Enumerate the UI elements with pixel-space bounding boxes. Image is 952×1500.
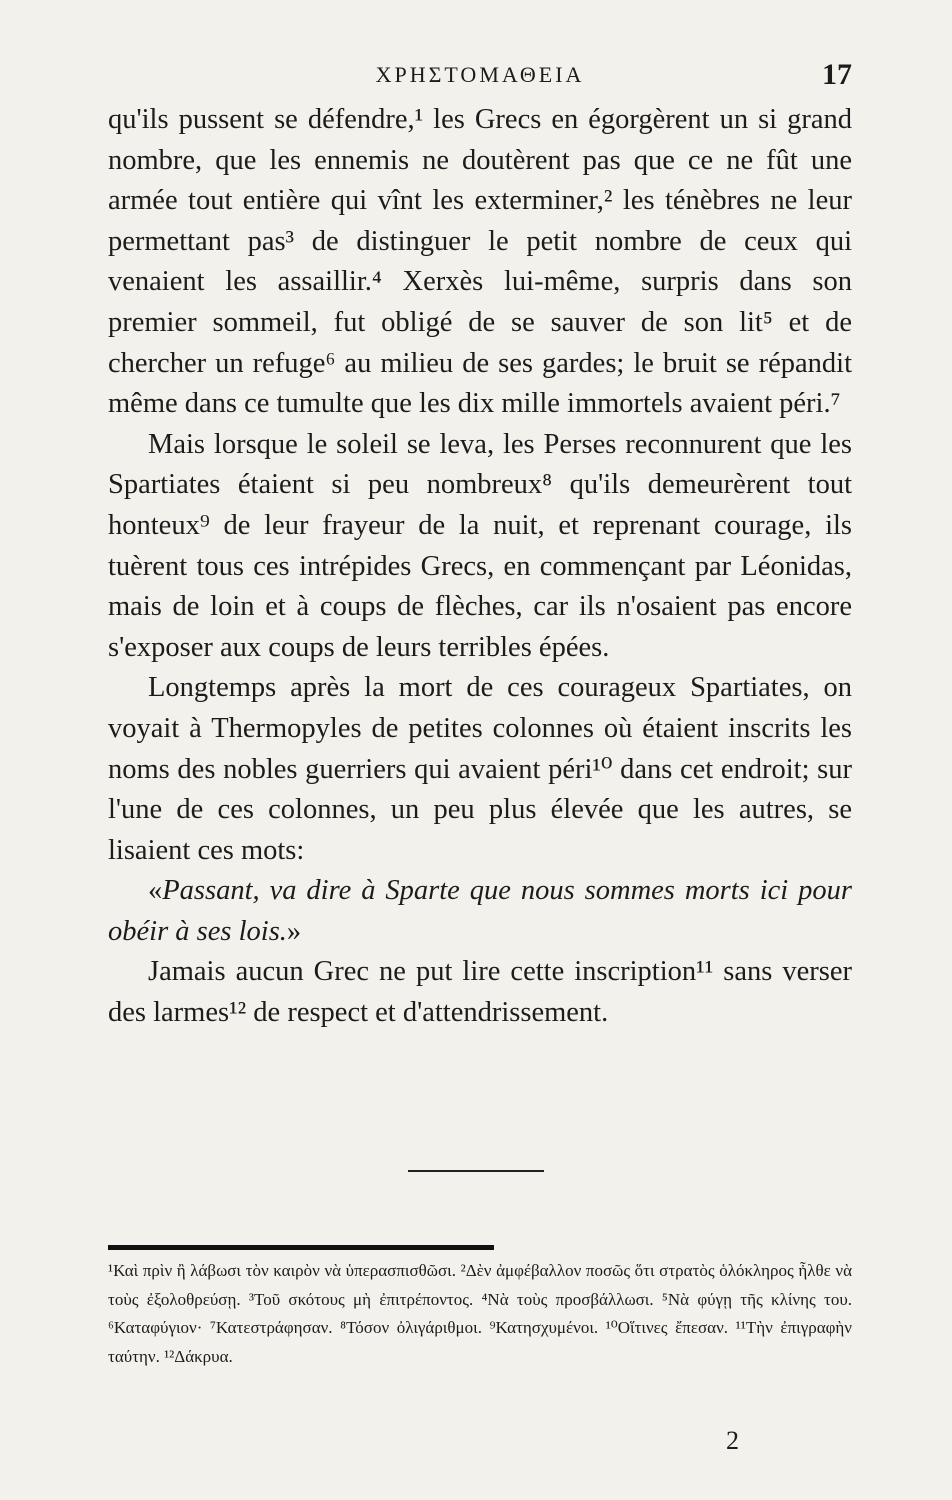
signature-mark: 2 bbox=[726, 1426, 739, 1455]
page-number: 17 bbox=[822, 58, 852, 91]
inscription-quote bbox=[108, 871, 852, 952]
paragraph-1: qu'ils pussent se défendre,¹ les Grecs en égorgèrent un si grand nombre, que les ennemis ne doutèrent pas que ce ne fût une armée tout entière qui vînt les exterminer,² les ténèbres ne leur permettant pas³ de distinguer le petit nombre de ceux qui venaient les assaillir.⁴ Xerxès lui-même, surpris dans son premier sommeil, fut obligé de se sauver de son lit⁵ et de chercher un refuge⁶ au milieu de ses gardes; le bruit se répandit même dans ce tumulte que les dix mille immortels avaient péri.⁷ bbox=[108, 104, 852, 420]
quote-open-mark: « bbox=[148, 875, 163, 907]
main-text bbox=[108, 100, 852, 1034]
footnote-rule bbox=[108, 1245, 494, 1250]
running-title: ΧΡΗΣΤΟΜΑΘΕΙΑ bbox=[375, 62, 585, 87]
inscription-text: Passant, va dire à Sparte que nous sommes morts ici pour obéir à ses lois. bbox=[108, 875, 852, 947]
footnotes: ¹Καὶ πρὶν ἢ λάβωσι τὸν καιρὸν νὰ ὑπερασπισθῶσι. ²Δὲν ἀμφέβαλλον ποσῶς ὅτι στρατὸς ὁλόκληρος ἦλθε νὰ τοὺς ἐξολοθρεύσῃ. ³Τοῦ σκότους μὴ ἐπιτρέποντος. ⁴Νὰ τοὺς προσβάλλωσι. ⁵Νὰ φύγῃ τῆς κλίνης του. ⁶Καταφύγιον· ⁷Κατεστράφησαν. ⁸Τόσον ὀλιγάριθμοι. ⁹Κατησχυμένοι. ¹⁰Οἵτινες ἔπεσαν. ¹¹Τὴν ἐπιγραφὴν ταύτην. ¹²Δάκρυα. bbox=[108, 1261, 852, 1366]
paragraph-4: Jamais aucun Grec ne put lire cette inscription¹¹ sans verser des larmes¹² de respect et d'attendrissement. bbox=[108, 956, 852, 1029]
section-divider bbox=[408, 1170, 544, 1172]
paragraph-3: Longtemps après la mort de ces courageux Spartiates, on voyait à Thermopyles de petites colonnes où étaient inscrits les noms des nobles guerriers qui avaient péri¹⁰ dans cet endroit; sur l'une de ces colonnes, un peu plus élevée que les autres, se lisaient ces mots: bbox=[108, 672, 852, 866]
paragraph-2: Mais lorsque le soleil se leva, les Perses reconnurent que les Spartiates étaient si peu nombreux⁸ qu'ils demeurèrent tout honteux⁹ de leur frayeur de la nuit, et reprenant courage, ils tuèrent tous ces intrépides Grecs, en commençant par Léonidas, mais de loin et à coups de flèches, car ils n'osaient pas encore s'exposer aux coups de leurs terribles épées. bbox=[108, 428, 852, 663]
page-header bbox=[108, 58, 852, 94]
quote-close-mark: » bbox=[286, 915, 302, 947]
